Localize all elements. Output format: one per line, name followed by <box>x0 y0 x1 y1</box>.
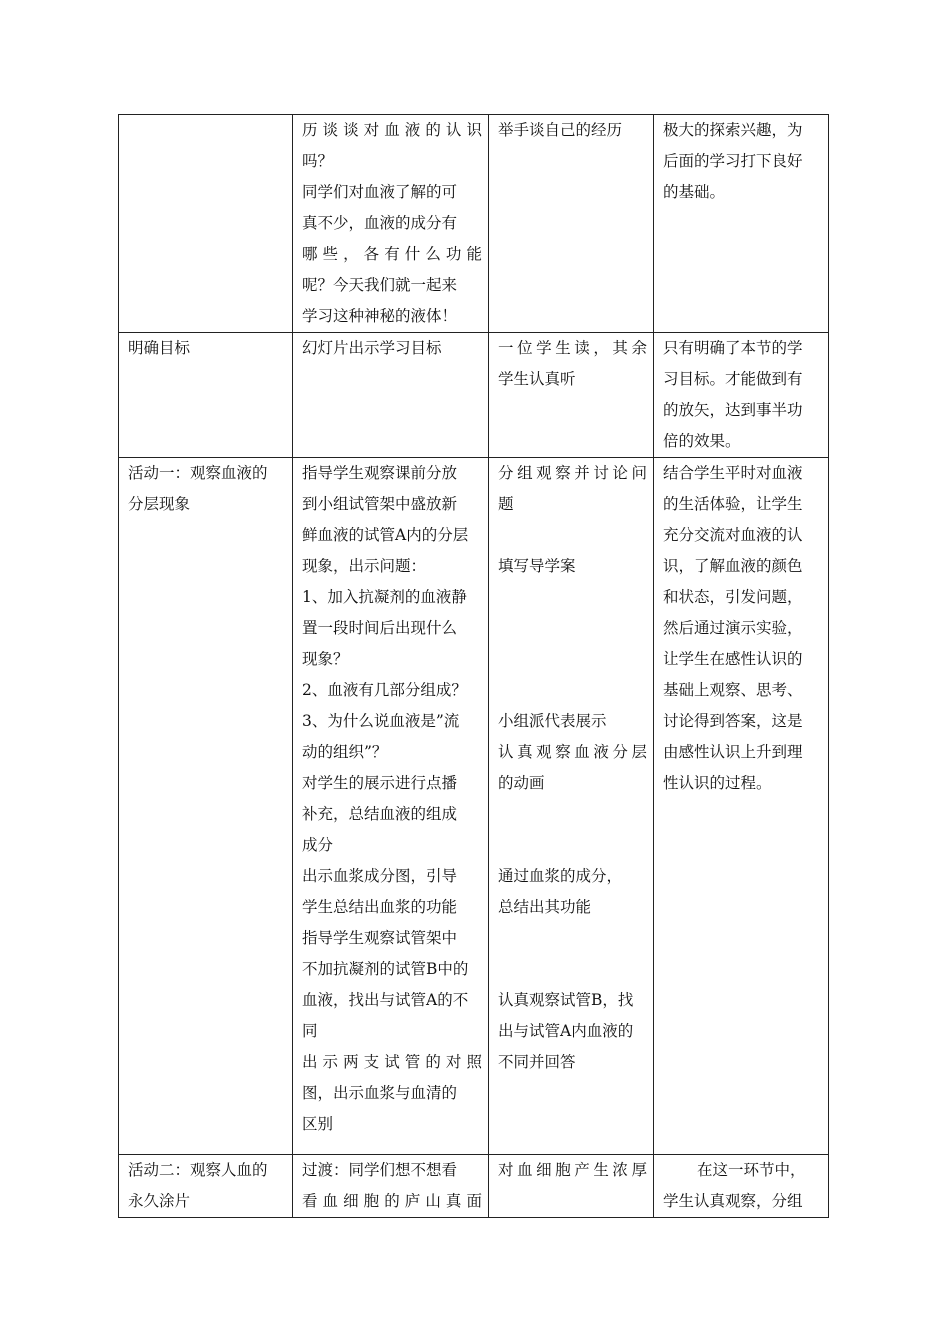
text-line: 出示两支试管的对照 <box>302 1053 482 1071</box>
cell-teacher-activity <box>293 1155 489 1218</box>
text-line: 不加抗凝剂的试管B中的 <box>302 960 469 978</box>
text-line: 小组派代表展示 <box>498 712 607 730</box>
text-line: 吗？ <box>302 152 334 170</box>
text-line: 学生认真观察，分组 <box>663 1192 803 1210</box>
text-line: 3、为什么说血液是”流 <box>302 712 460 730</box>
cell-stage <box>119 333 293 458</box>
text-line: 总结出其功能 <box>498 898 592 916</box>
text-line: 出示血浆成分图，引导 <box>302 867 458 885</box>
table-row <box>119 1155 829 1218</box>
cell-design-intent <box>654 115 829 333</box>
cell-stage <box>119 1155 293 1218</box>
cell-student-activity <box>489 115 654 333</box>
text-line: 呢？今天我们就一起来 <box>302 276 458 294</box>
text-line: 学习这种神秘的液体！ <box>302 307 458 325</box>
text-line: 让学生在感性认识的 <box>663 650 803 668</box>
text-line: 真不少，血液的成分有 <box>302 214 458 232</box>
text-line: 识，了解血液的颜色 <box>663 557 803 575</box>
lesson-plan-table <box>118 114 829 1218</box>
text-line: 历谈谈对血液的认识 <box>302 121 482 139</box>
cell-stage <box>119 115 293 333</box>
text-line: 由感性认识上升到理 <box>663 743 803 761</box>
text-line: 对血细胞产生浓厚 <box>498 1161 647 1179</box>
text-line: 的放矢，达到事半功 <box>663 401 803 419</box>
text-line: 一位学生读，其余 <box>498 339 647 357</box>
text-line: 指导学生观察试管架中 <box>302 929 458 947</box>
text-line: 到小组试管架中盛放新 <box>302 495 458 513</box>
text-line: 永久涂片 <box>128 1192 191 1210</box>
table-row <box>119 458 829 1155</box>
text-line: 看血细胞的庐山真面 <box>302 1192 482 1210</box>
text-line: 认真观察血液分层 <box>498 743 647 761</box>
cell-stage <box>119 458 293 1155</box>
text-line: 指导学生观察课前分放 <box>302 464 458 482</box>
text-line: 倍的效果。 <box>663 432 741 450</box>
text-line: 补充，总结血液的组成 <box>302 805 458 823</box>
text-line: 哪些，各有什么功能 <box>302 245 482 263</box>
text-line: 幻灯片出示学习目标 <box>302 339 442 357</box>
text-line: 活动一：观察血液的 <box>128 464 268 482</box>
text-line: 鲜血液的试管A内的分层 <box>302 526 469 544</box>
text-line: 活动二：观察人血的 <box>128 1161 268 1179</box>
cell-student-activity <box>489 458 654 1155</box>
text-line: 题 <box>498 495 514 513</box>
text-line: 不同并回答 <box>498 1053 576 1071</box>
text-line: 学生总结出血浆的功能 <box>302 898 458 916</box>
text-line: 分组观察并讨论问 <box>498 464 647 482</box>
text-line: 学生认真听 <box>498 370 576 388</box>
text-line: 习目标。才能做到有 <box>663 370 803 388</box>
text-line: 举手谈自己的经历 <box>498 121 623 139</box>
text-line: 对学生的展示进行点播 <box>302 774 458 792</box>
text-line: 然后通过演示实验， <box>663 619 803 637</box>
cell-teacher-activity <box>293 115 489 333</box>
text-line: 成分 <box>302 836 334 854</box>
text-line: 极大的探索兴趣，为 <box>663 121 803 139</box>
text-line: 出与试管A内血液的 <box>498 1022 634 1040</box>
text-line: 分层现象 <box>128 495 191 513</box>
text-line: 结合学生平时对血液 <box>663 464 803 482</box>
text-line: 在这一环节中， <box>697 1161 806 1179</box>
text-line: 基础上观察、思考、 <box>663 681 803 699</box>
cell-student-activity <box>489 1155 654 1218</box>
text-line: 过渡：同学们想不想看 <box>302 1161 458 1179</box>
text-line: 2、血液有几部分组成？ <box>302 681 467 699</box>
text-line: 动的组织”？ <box>302 743 388 761</box>
cell-teacher-activity <box>293 333 489 458</box>
cell-design-intent <box>654 1155 829 1218</box>
text-line: 的动画 <box>498 774 545 792</box>
text-line: 的基础。 <box>663 183 726 201</box>
text-line: 置一段时间后出现什么 <box>302 619 458 637</box>
text-line: 同学们对血液了解的可 <box>302 183 458 201</box>
table-row <box>119 115 829 333</box>
text-line: 现象？ <box>302 650 349 668</box>
text-line: 的生活体验，让学生 <box>663 495 803 513</box>
text-line: 和状态，引发问题， <box>663 588 803 606</box>
text-line: 现象，出示问题： <box>302 557 427 575</box>
text-line: 通过血浆的成分， <box>498 867 623 885</box>
text-line: 同 <box>302 1022 318 1040</box>
text-line: 明确目标 <box>128 339 191 357</box>
cell-design-intent <box>654 458 829 1155</box>
text-line: 图，出示血浆与血清的 <box>302 1084 458 1102</box>
text-line: 血液，找出与试管A的不 <box>302 991 469 1009</box>
text-line: 认真观察试管B，找 <box>498 991 634 1009</box>
text-line: 填写导学案 <box>498 557 576 575</box>
table-row <box>119 333 829 458</box>
text-line: 性认识的过程。 <box>663 774 772 792</box>
text-line: 区别 <box>302 1115 334 1133</box>
cell-student-activity <box>489 333 654 458</box>
text-line: 只有明确了本节的学 <box>663 339 803 357</box>
text-line: 讨论得到答案，这是 <box>663 712 803 730</box>
text-line: 后面的学习打下良好 <box>663 152 803 170</box>
cell-design-intent <box>654 333 829 458</box>
cell-teacher-activity <box>293 458 489 1155</box>
text-line: 1、加入抗凝剂的血液静 <box>302 588 467 606</box>
text-line: 充分交流对血液的认 <box>663 526 803 544</box>
